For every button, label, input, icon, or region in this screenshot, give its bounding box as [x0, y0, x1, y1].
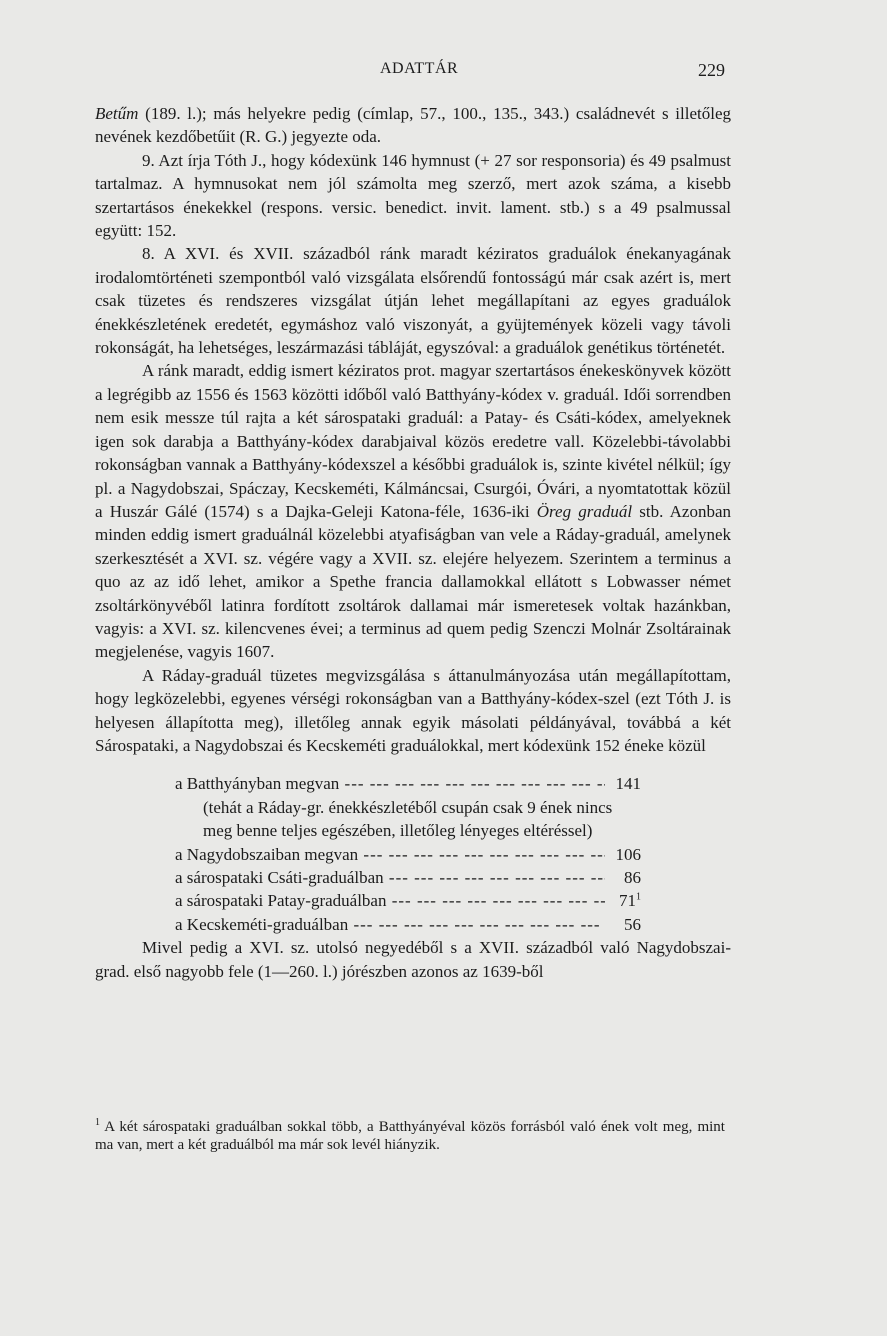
table-row [175, 889, 641, 912]
row-label: a Kecskeméti-graduálban --- - [175, 913, 605, 936]
paragraph: A Ráday-graduál tüzetes megvizsgálása s áttanulmányozása után megállapítottam, hogy legközelebbi, egyenes vérségi rokonságban van a Batthyány-kódex-szel (ezt Tóth J. is helyesen állapította meg), illetőleg annak egyik másolati példányával, továbbá a két Sárospataki, a Nagydobszai és Kecskeméti graduálokkal, mert kódexünk 152 éneke közül [95, 665, 731, 755]
running-header [95, 60, 731, 84]
row-label: a Nagydobszaiban megvan --- - [175, 843, 605, 866]
row-label: a Batthyányban megvan --- - [175, 772, 605, 795]
footnote [95, 1118, 725, 1155]
italic-lead: Betűm [95, 104, 139, 123]
row-value: 56 [624, 914, 641, 934]
closing-paragraph: Mivel pedig a XVI. sz. utolsó negyedéből s a XVII. századból való Nagydobszai-grad. első nagyobb fele (1—260. l.) jórészben azonos az 1639-ből [95, 938, 731, 981]
row-value: 141 [615, 774, 641, 794]
song-count-table [175, 772, 641, 936]
footnote-text: A két sárospataki graduálban sokkal több, a Batthyányéval közös forrásból való ének volt meg, mint ma van, mert a két graduálból ma már sok levél hiányzik. [95, 1119, 725, 1154]
running-title: ADATTÁR [380, 60, 459, 77]
footnote-ref: 1 [636, 891, 641, 903]
paragraph-note-9: 9. Azt írja Tóth J., hogy kódexünk 146 hymnust (+ 27 sor responsoria) és 49 psalmust tartalmaz. A hymnusokat nem jól számolta meg szerző, mert azok száma, a kisebb szertartásos énekekkel (respons. versic. benedict. invit. lament. stb.) s a 49 psalmussal együtt: 152. [95, 150, 731, 241]
footnote-mark: 1 [95, 1117, 100, 1128]
row-value: 106 [615, 844, 641, 864]
italic-title: Öreg graduál [536, 501, 633, 521]
paragraph-note-8: 8. A XVI. és XVII. századból ránk maradt kéziratos graduálok énekanyagának irodalomtörténeti szempontból való vizsgálata elsőrendű fontosságú már csak azért is, mert csak tüzetes és rendszeres vizsgálat útján lehet megállapítani az egyes graduálok énekkészletének eredetét, egymáshoz való viszonyát, a gyüjtemények közeli vagy távoli rokonságát, ha lehetséges, leszármazási tábláját, egyszóval: a graduálok genétikus történetét. [95, 244, 731, 358]
table-row [175, 866, 641, 889]
table-row [175, 772, 641, 795]
table-row [175, 843, 641, 866]
paragraph: Betűm (189. l.); más helyekre pedig (címlap, 57., 100., 135., 343.) családnevét s illetőleg nevének kezdőbetűit (R. G.) jegyezte oda. [95, 104, 731, 147]
body-text [95, 102, 731, 983]
page-number: 229 [698, 60, 725, 80]
row-label: a sárospataki Patay-graduálban --- - [175, 889, 605, 912]
table-note: (tehát a Ráday-gr. énekkészletéből csupán csak 9 ének nincs meg benne teljes egészében, illetőleg lényeges eltéréssel) [203, 797, 613, 841]
row-value: 86 [624, 868, 641, 887]
row-label: a sárospataki Csáti-graduálban --- - [175, 866, 605, 889]
row-value: $71^1$ [619, 891, 641, 911]
paragraph: A ránk maradt, eddig ismert kéziratos prot. magyar szertartásos énekeskönyvek között a legrégibb az 1556 és 1563 közötti időből való Batthyány-kódex v. graduál. Idői sorrendben nem esik messze túl rajta a két sárospataki graduál: a Patay- és Csáti-kódex, amelyeknek igen sok darabja a Batthyány-kódex darabjaival közös eredetre vall. Közelebbi-távolabbi rokonságban vannak a Batthyány-kódexszel a későbbi graduálok is, szinte kivétel nélkül; így pl. a Nagydobszai, Spáczay, Kecskeméti, Kálmáncsai, Csurgói, Óvári, a nyomtatottak közül a Huszár Gálé (1574) s a Dajka-Geleji Katona-féle, 1636-iki Öreg graduál stb. Azonban minden eddig ismert graduálnál közelebbi atyafiságban van vele a Ráday-graduál, amelynek szerkesztését a XVI. sz. végére vagy a XVII. sz. elejére helyezem. Szerintem a terminus a quo az az idő lehet, amikor a Spethe francia dallamokkal ellátott s Lobwasser német zsoltárkönyvéből latinra fordított zsoltárok dallamai már ismeretesek voltak hazánkban, vagyis: a XVI. sz. kilencvenes évei; a terminus ad quem pedig Szenczi Molnár Zsoltárainak megjelenése, vagyis 1607. [95, 361, 731, 662]
table-row [175, 913, 641, 936]
